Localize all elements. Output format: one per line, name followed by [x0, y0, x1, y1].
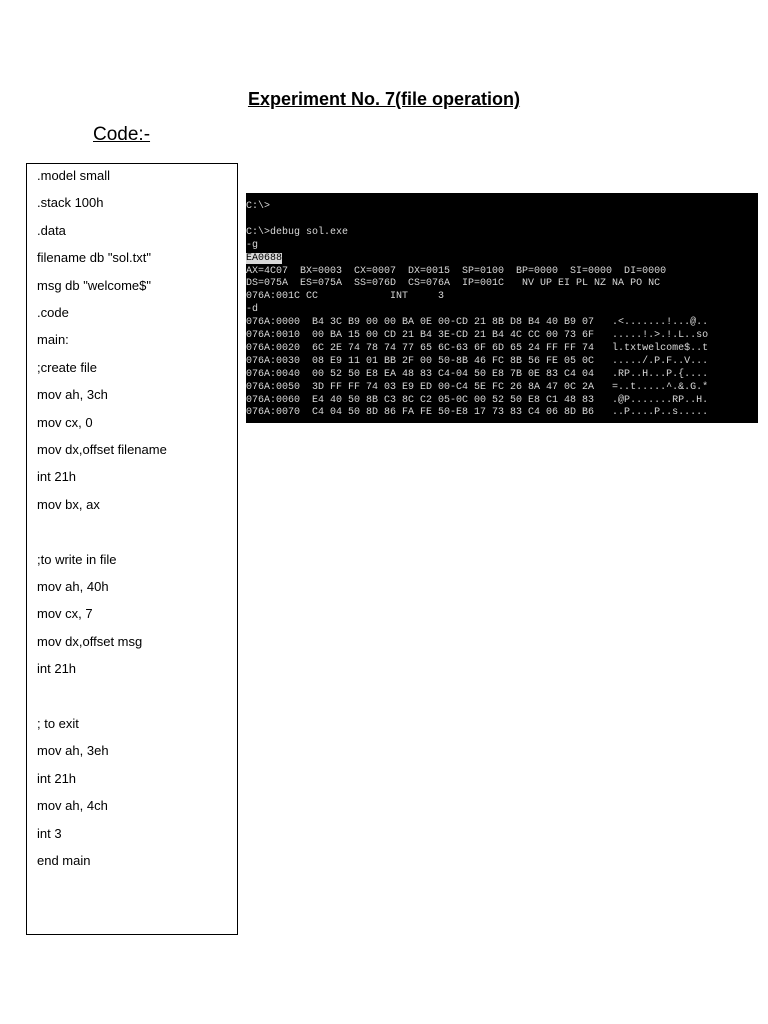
terminal-line: EA0688	[246, 252, 283, 264]
code-line: main:	[37, 332, 69, 348]
code-line: int 21h	[37, 661, 77, 677]
code-line: .stack 100h	[37, 195, 104, 211]
terminal-line: -g	[246, 239, 259, 251]
code-line: .code	[37, 305, 69, 320]
code-line: ;create file	[37, 359, 97, 375]
code-line: filename db "sol.txt"	[37, 250, 152, 266]
code-line: mov ah, 40h	[37, 579, 109, 594]
terminal-line: 076A:0020 6C 2E 74 78 74 77 65 6C-63 6F 6D 65 24 FF FF 74 l.txtwelcome$..t	[246, 342, 709, 354]
terminal-line: 076A:0060 E4 40 50 8B C3 8C C2 05-0C 00 52 50 E8 C1 48 83 .@P.......RP..H.	[246, 394, 709, 406]
page-title: Experiment No. 7(file operation)	[247, 89, 521, 109]
code-line: mov dx,offset msg	[37, 633, 143, 649]
terminal-line: -d	[246, 304, 259, 316]
terminal-line: DS=075A ES=075A SS=076D CS=076A IP=001C NV UP EI PL NZ NA PO NC	[246, 278, 661, 290]
code-line: .model small	[37, 168, 110, 183]
code-line: int 21h	[37, 770, 77, 786]
code-line: int 3	[37, 825, 62, 841]
code-line: end main	[37, 853, 91, 868]
terminal-line: AX=4C07 BX=0003 CX=0007 DX=0015 SP=0100 BP=0000 SI=0000 DI=0000	[246, 265, 667, 277]
terminal-line: 076A:0070 C4 04 50 8D 86 FA FE 50-E8 17 73 83 C4 06 8D B6 ..P....P..s.....	[246, 407, 709, 419]
terminal-line: 076A:001C CC INT 3	[246, 291, 445, 303]
debug-terminal-screenshot	[246, 193, 758, 423]
code-line: mov cx, 0	[37, 414, 93, 430]
code-line: mov dx,offset filename	[37, 442, 167, 457]
terminal-line: 076A:0040 00 52 50 E8 EA 48 83 C4-04 50 E8 7B 0E 83 C4 04 .RP..H...P.{....	[246, 368, 709, 380]
code-line: .data	[37, 222, 66, 238]
terminal-line: 076A:0050 3D FF FF 74 03 E9 ED 00-C4 5E FC 26 8A 47 0C 2A =..t.....^.&.G.*	[246, 381, 709, 393]
code-line: ;to write in file	[37, 551, 117, 567]
code-line: mov ah, 3eh	[37, 743, 109, 759]
code-heading: Code:-	[93, 124, 151, 145]
code-line: ; to exit	[37, 716, 79, 731]
code-line: mov ah, 3ch	[37, 387, 108, 403]
terminal-line: C:\>	[246, 201, 271, 212]
code-listing-box	[26, 163, 238, 935]
code-line: int 21h	[37, 469, 77, 485]
terminal-line: 076A:0010 00 BA 15 00 CD 21 B4 3E-CD 21 B4 4C CC 00 73 6F .....!.>.!.L..so	[246, 330, 709, 341]
code-line: mov ah, 4ch	[37, 798, 108, 814]
terminal-line: C:\>debug sol.exe	[246, 226, 349, 238]
code-line: mov bx, ax	[37, 496, 100, 512]
terminal-line: 076A:0030 08 E9 11 01 BB 2F 00 50-8B 46 FC 8B 56 FE 05 0C ...../.P.F..V...	[246, 355, 709, 367]
terminal-line: 076A:0000 B4 3C B9 00 00 BA 0E 00-CD 21 8B D8 B4 40 B9 07 .<.......!...@..	[246, 317, 709, 329]
code-line: mov cx, 7	[37, 606, 93, 622]
code-line: msg db "welcome$"	[37, 277, 151, 293]
